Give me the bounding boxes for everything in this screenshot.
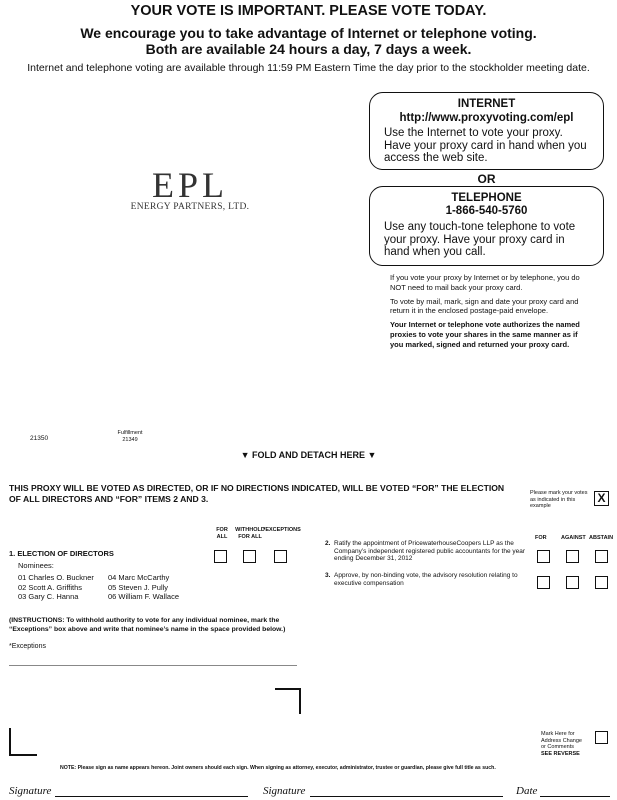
item3-against-checkbox[interactable] xyxy=(566,576,579,589)
corner-mark-top-vertical xyxy=(299,688,301,714)
telephone-text: Use any touch-tone telephone to vote your proxy. Have your proxy card in hand when you call. xyxy=(384,221,576,258)
voting-notes xyxy=(390,273,590,350)
company-logo xyxy=(120,165,260,212)
internet-box xyxy=(369,92,604,170)
item3-text: Approve, by non-binding vote, the advisory resolution relating to executive compensation xyxy=(334,572,518,587)
internet-url[interactable]: http://www.proxyvoting.com/epl xyxy=(399,112,574,124)
proxy-statement: THIS PROXY WILL BE VOTED AS DIRECTED, OR IF NO DIRECTIONS INDICATED, WILL BE VOTED “FOR” THE ELECTION OF ALL DIRECTORS AND “FOR” ITEMS 2 AND 3. xyxy=(9,483,505,504)
nominee-03: 03 Gary C. Hanna xyxy=(18,592,79,601)
telephone-title: TELEPHONE xyxy=(451,192,522,204)
corner-mark-top xyxy=(275,688,301,690)
col-exceptions: *EXCEPTIONS xyxy=(263,527,301,533)
address-change-l2: Address Change xyxy=(541,737,582,744)
checkbox-exceptions[interactable] xyxy=(274,550,287,563)
checkbox-for-all[interactable] xyxy=(214,550,227,563)
date-line[interactable] xyxy=(540,796,610,797)
fulfillment-label: Fulfillment xyxy=(117,430,143,436)
address-change-l3: or Comments xyxy=(541,744,575,750)
fulfillment-code xyxy=(110,430,150,444)
example-text: Please mark your votes as indicated in this example xyxy=(530,490,588,509)
nominees-left xyxy=(18,573,94,602)
exceptions-write-line[interactable] xyxy=(9,665,297,666)
nominees-right xyxy=(108,573,179,602)
note-p2: To vote by mail, mark, sign and date your proxy card and return it in the enclosed postage-paid envelope. xyxy=(390,296,579,316)
header-deadline: Internet and telephone voting are available through 11:59 PM Eastern Time the day prior to the stockholder meeting date. xyxy=(27,62,590,74)
header-line2: We encourage you to take advantage of Internet or telephone voting. xyxy=(80,25,537,41)
fulfillment-number: 21349 xyxy=(122,437,138,443)
col-withhold-all: WITHHOLD FOR ALL xyxy=(235,527,265,540)
header-title: YOUR VOTE IS IMPORTANT. PLEASE VOTE TODAY. xyxy=(130,3,487,19)
directors-title: 1. ELECTION OF DIRECTORS xyxy=(9,549,114,558)
nominee-06: 06 William F. Wallace xyxy=(108,592,179,601)
corner-mark-bottom-horizontal xyxy=(9,754,37,756)
note-p3: Your Internet or telephone vote authorizes the named proxies to vote your shares in the same manner as if you marked, signed and returned your proxy card. xyxy=(390,320,580,349)
checkbox-withhold-all[interactable] xyxy=(243,550,256,563)
item2-text: Ratify the appointment of PricewaterhouseCoopers LLP as the Company’s independent registered public accountants for the year ending December 31, 2012 xyxy=(334,540,526,563)
address-change-checkbox[interactable] xyxy=(595,731,608,744)
item2-abstain-checkbox[interactable] xyxy=(595,550,608,563)
nominee-05: 05 Steven J. Pully xyxy=(108,582,169,592)
signing-note: NOTE: Please sign as name appears hereon. Joint owners should each sign. When signing as attorney, executor, administrator, trustee or guardian, please give full title as such. xyxy=(60,765,496,771)
note-p1: If you vote your proxy by Internet or by telephone, you do NOT need to mail back your proxy card. xyxy=(390,273,580,292)
logo-mark: EPL xyxy=(151,165,228,205)
corner-mark-bottom xyxy=(9,728,11,756)
internet-title: INTERNET xyxy=(457,98,516,110)
header-subtitle xyxy=(0,25,617,57)
signature1-line[interactable] xyxy=(55,796,248,797)
item3-abstain-checkbox[interactable] xyxy=(595,576,608,589)
address-change-text xyxy=(541,731,601,757)
col-for-all: FOR ALL xyxy=(216,527,228,540)
nominee-01: 01 Charles O. Buckner xyxy=(18,573,94,582)
nominee-02: 02 Scott A. Griffiths xyxy=(18,582,83,592)
item2-number: 2. xyxy=(325,540,331,547)
address-change-l4: SEE REVERSE xyxy=(541,750,580,757)
signature2-label: Signature xyxy=(263,785,306,797)
signature1-label: Signature xyxy=(9,785,52,797)
col-against: AGAINST xyxy=(561,535,586,541)
signature2-line[interactable] xyxy=(310,796,503,797)
job-code: 21350 xyxy=(30,435,49,442)
item3-number: 3. xyxy=(325,572,331,579)
date-label: Date xyxy=(516,785,538,797)
nominee-04: 04 Marc McCarthy xyxy=(108,573,170,582)
address-change-l1: Mark Here for xyxy=(541,731,575,737)
withhold-instructions: (INSTRUCTIONS: To withhold authority to vote for any individual nominee, mark the “Exceptions” box above and write that nominee’s name in the space provided below.) xyxy=(9,617,286,633)
col-abstain: ABSTAIN xyxy=(589,535,614,541)
example-mark-box: X xyxy=(594,491,609,506)
nominees-label: Nominees: xyxy=(18,561,54,570)
exceptions-label: *Exceptions xyxy=(9,643,46,650)
col-for: FOR xyxy=(535,535,547,541)
or-label: OR xyxy=(477,172,496,186)
item2-for-checkbox[interactable] xyxy=(537,550,550,563)
internet-text: Use the Internet to vote your proxy. Have your proxy card in hand when you access the web site. xyxy=(384,127,587,164)
telephone-box xyxy=(369,186,604,266)
logo-name: ENERGY PARTNERS, LTD. xyxy=(130,202,250,212)
header-line3: Both are available 24 hours a day, 7 days a week. xyxy=(145,41,472,57)
fold-line-label: ▼ FOLD AND DETACH HERE ▼ xyxy=(240,450,377,460)
telephone-number: 1-866-540-5760 xyxy=(445,205,528,217)
item2-against-checkbox[interactable] xyxy=(566,550,579,563)
item3-for-checkbox[interactable] xyxy=(537,576,550,589)
